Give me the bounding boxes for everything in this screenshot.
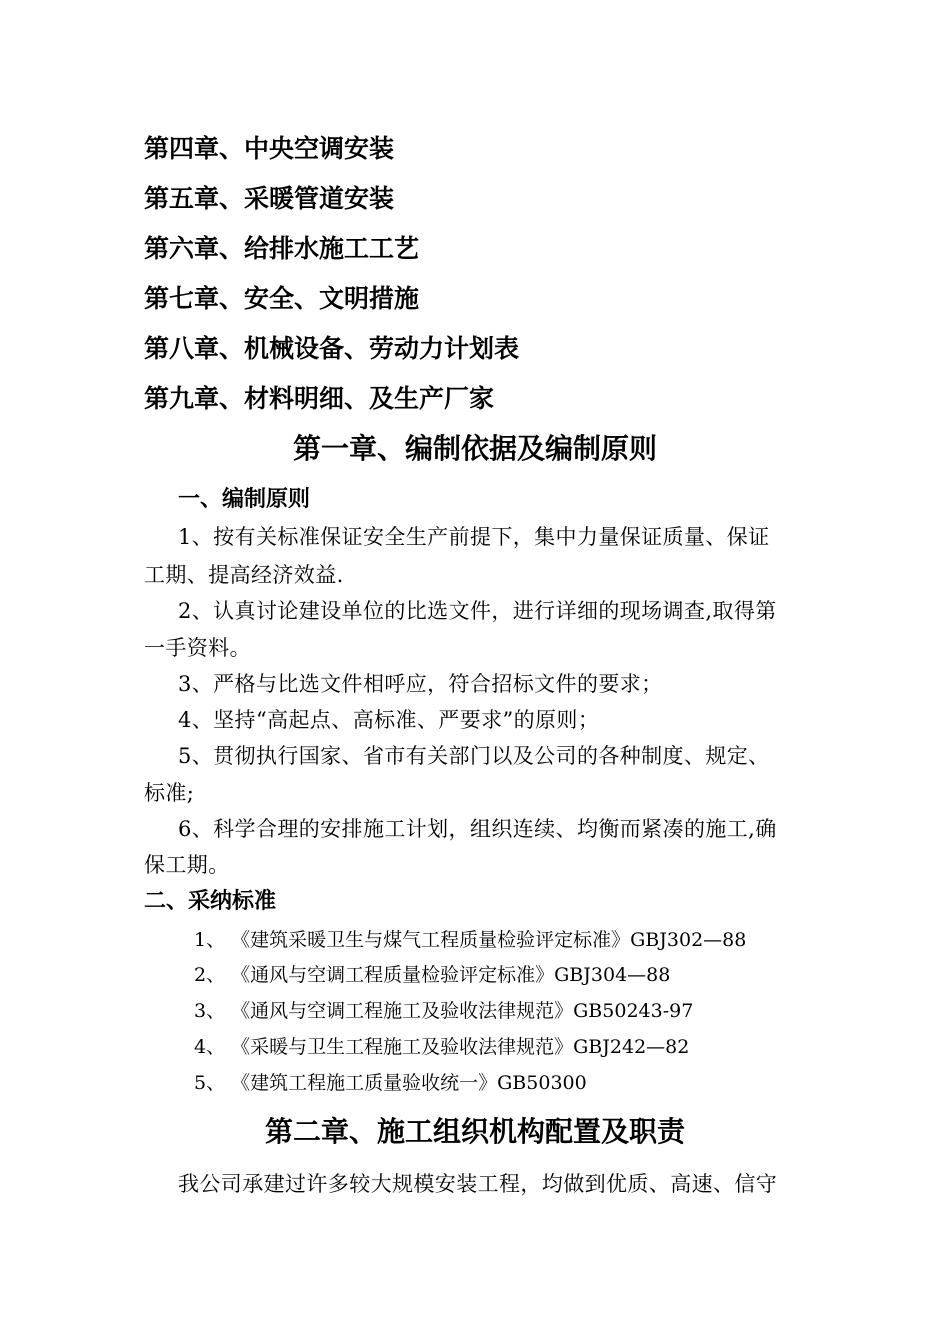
toc-item-chapter-5: 第五章、采暖管道安装 <box>144 184 395 213</box>
chapter-2-title: 第二章、施工组织机构配置及职责 <box>264 1115 685 1148</box>
standard-item-5: 5、 《建筑工程施工质量验收统一》GB50300 <box>194 1072 587 1094</box>
standard-item-3: 3、 《通风与空调工程施工及验收法律规范》GB50243-97 <box>194 1000 694 1022</box>
paragraph-2-line-1: 2、认真讨论建设单位的比选文件，进行详细的现场调查,取得第 <box>178 599 777 623</box>
paragraph-1-line-2: 工期、提高经济效益. <box>144 563 344 587</box>
toc-item-chapter-6: 第六章、给排水施工工艺 <box>144 234 420 263</box>
chapter-1-title: 第一章、编制依据及编制原则 <box>292 432 657 465</box>
paragraph-6-line-1: 6、科学合理的安排施工计划，组织连续、均衡而紧凑的施工,确 <box>178 817 777 841</box>
standard-item-1: 1、 《建筑采暖卫生与煤气工程质量检验评定标准》GBJ302—88 <box>194 929 747 951</box>
toc-item-chapter-9: 第九章、材料明细、及生产厂家 <box>144 384 495 413</box>
section-heading-standards: 二、采纳标准 <box>144 889 277 914</box>
standard-item-4: 4、 《采暖与卫生工程施工及验收法律规范》GBJ242—82 <box>194 1036 690 1058</box>
paragraph-3: 3、严格与比选文件相呼应，符合招标文件的要求； <box>178 672 663 696</box>
paragraph-5-line-2: 标准; <box>144 781 195 805</box>
section-heading-principles: 一、编制原则 <box>178 487 311 512</box>
paragraph-5-line-1: 5、贯彻执行国家、省市有关部门以及公司的各种制度、规定、 <box>178 744 770 768</box>
toc-item-chapter-4: 第四章、中央空调安装 <box>144 134 395 163</box>
paragraph-4: 4、坚持“高起点、高标准、严要求”的原则； <box>178 708 600 732</box>
standard-item-2: 2、 《通风与空调工程质量检验评定标准》GBJ304—88 <box>194 964 671 986</box>
toc-item-chapter-7: 第七章、安全、文明措施 <box>144 284 420 313</box>
paragraph-1-line-1: 1、按有关标准保证安全生产前提下，集中力量保证质量、保证 <box>178 525 770 549</box>
paragraph-6-line-2: 保工期。 <box>144 853 230 877</box>
toc-item-chapter-8: 第八章、机械设备、劳动力计划表 <box>144 334 520 363</box>
chapter-2-paragraph-1-line-1: 我公司承建过许多较大规模安装工程，均做到优质、高速、信守 <box>178 1172 778 1196</box>
paragraph-2-line-2: 一手资料。 <box>144 636 251 660</box>
